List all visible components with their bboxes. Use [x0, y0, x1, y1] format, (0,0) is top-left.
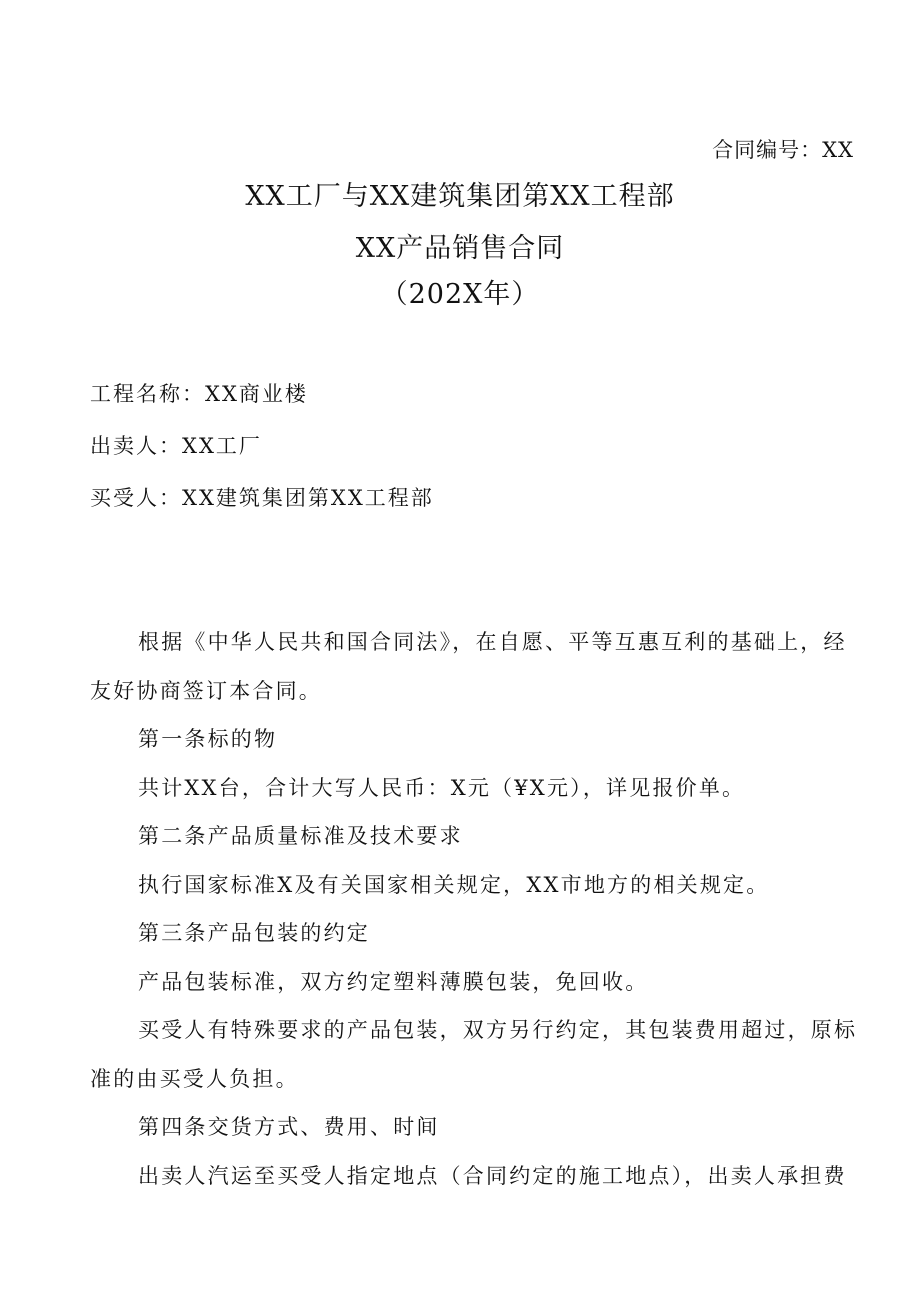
contract-number: 合同编号：XX — [712, 138, 854, 162]
contract-title-parties: XX工厂与XX建筑集团第XX工程部 — [245, 181, 675, 212]
buyer: 买受人：XX建筑集团第XX工程部 — [90, 486, 434, 510]
article-2-title: 第二条产品质量标准及技术要求 — [138, 824, 463, 848]
article-2-text: 执行国家标准X及有关国家相关规定，XX市地方的相关规定。 — [138, 872, 770, 897]
intro-paragraph: 根据《中华人民共和国合同法》，在自愿、平等互惠互利的基础上，经友好协商签订本合同。 — [90, 630, 847, 703]
article-3-title: 第三条产品包装的约定 — [138, 921, 370, 945]
article-3-text-2: 买受人有特殊要求的产品包装，双方另行约定，其包装费用超过，原标准的由买受人负担。 — [90, 1018, 858, 1091]
article-4-text: 出卖人汽运至买受人指定地点（合同约定的施工地点），出卖人承担费 — [138, 1163, 847, 1188]
contract-body — [90, 618, 858, 1200]
contract-title-year: （202X年） — [380, 279, 540, 310]
article-3-text-1: 产品包装标准，双方约定塑料薄膜包装，免回收。 — [138, 969, 649, 994]
contract-title-name: XX产品销售合同 — [355, 233, 565, 264]
article-4-title: 第四条交货方式、费用、时间 — [138, 1115, 440, 1139]
project-name: 工程名称：XX商业楼 — [90, 382, 308, 406]
seller: 出卖人：XX工厂 — [90, 434, 262, 458]
article-1-text: 共计XX台，合计大写人民币：X元（¥X元），详见报价单。 — [138, 775, 746, 800]
article-1-title: 第一条标的物 — [138, 727, 278, 751]
